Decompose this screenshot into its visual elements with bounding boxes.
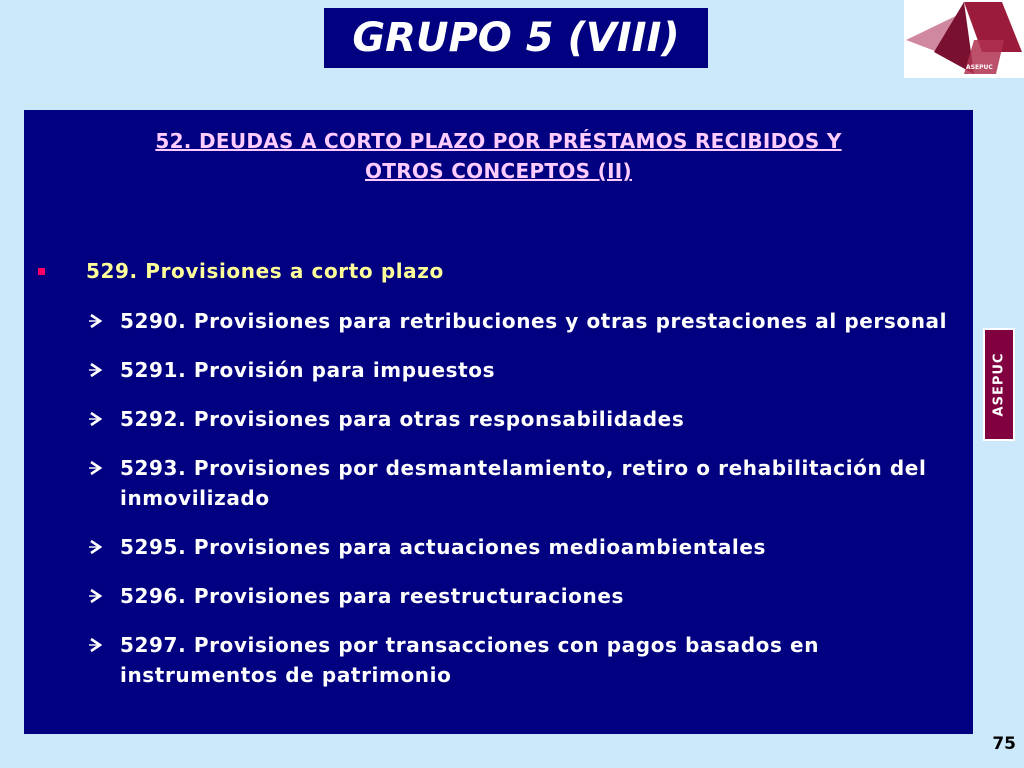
sub-list-item	[86, 453, 966, 513]
arrow-bullet-icon	[86, 355, 110, 385]
section-heading-line1: 52. DEUDAS A CORTO PLAZO POR PRÉSTAMOS RECIBIDOS Y	[155, 129, 842, 153]
sub-list-item-label: 5291. Provisión para impuestos	[120, 358, 496, 382]
main-list-item-label: 529. Provisiones a corto plazo	[86, 259, 444, 283]
sub-item-list	[86, 306, 966, 709]
section-heading-line2: OTROS CONCEPTOS (II)	[364, 159, 632, 183]
arrow-bullet-icon	[86, 306, 110, 336]
content-panel	[24, 110, 973, 734]
asepuc-logo	[904, 0, 1024, 78]
page-number: 75	[992, 734, 1016, 754]
section-heading	[24, 126, 973, 186]
square-bullet-icon	[38, 268, 45, 275]
slide-title-text: GRUPO 5 (VIII)	[352, 15, 680, 61]
side-tab-label: ASEPUC	[991, 352, 1007, 417]
arrow-bullet-icon	[86, 404, 110, 434]
sub-list-item-label: 5293. Provisiones por desmantelamiento, retiro o rehabilitación del inmovilizado	[120, 456, 927, 510]
slide-title	[324, 8, 708, 68]
sub-list-item	[86, 404, 966, 434]
logo-text: ASEPUC	[966, 64, 993, 71]
sub-list-item	[86, 306, 966, 336]
sub-list-item-label: 5292. Provisiones para otras responsabilidades	[120, 407, 685, 431]
arrow-bullet-icon	[86, 532, 110, 562]
sub-list-item	[86, 355, 966, 385]
sub-list-item-label: 5290. Provisiones para retribuciones y otras prestaciones al personal	[120, 309, 948, 333]
sub-list-item	[86, 630, 966, 690]
sub-list-item-label: 5297. Provisiones por transacciones con pagos basados en instrumentos de patrimonio	[120, 633, 820, 687]
side-tab-asepuc	[983, 328, 1015, 441]
arrow-bullet-icon	[86, 630, 110, 660]
sub-list-item	[86, 532, 966, 562]
sub-list-item-label: 5296. Provisiones para reestructuraciones	[120, 584, 625, 608]
asepuc-logo-graphic	[904, 0, 1024, 78]
arrow-bullet-icon	[86, 453, 110, 483]
sub-list-item-label: 5295. Provisiones para actuaciones medioambientales	[120, 535, 767, 559]
arrow-bullet-icon	[86, 581, 110, 611]
sub-list-item	[86, 581, 966, 611]
